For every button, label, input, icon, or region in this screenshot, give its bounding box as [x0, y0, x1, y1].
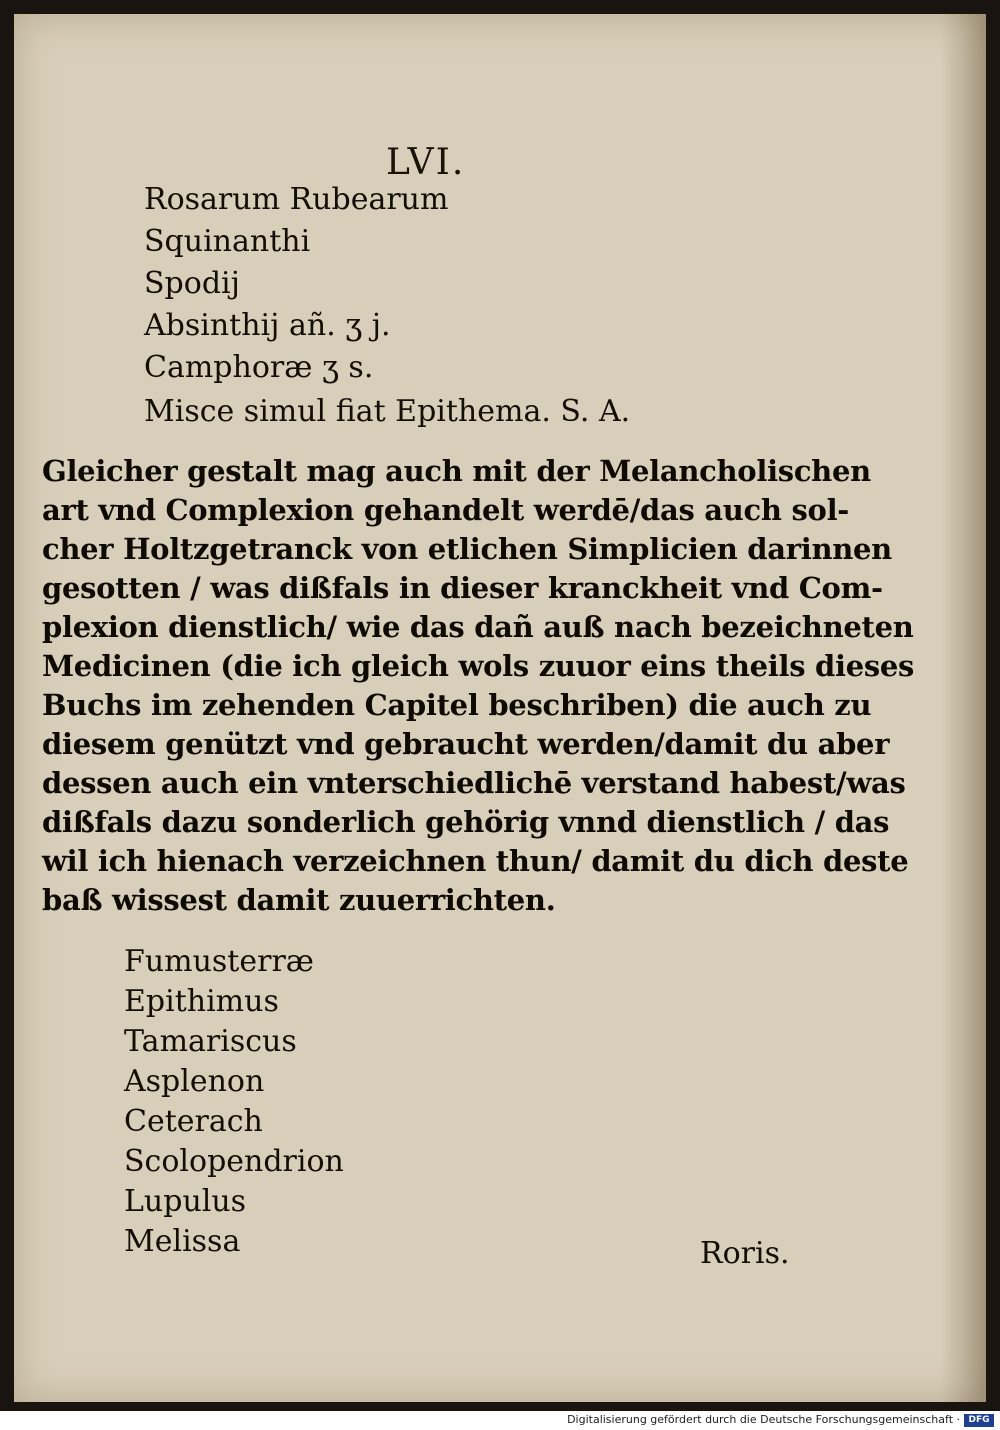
recipe-line: Absinthij añ. ʒ j.: [144, 308, 391, 343]
herb-item: Ceterach: [124, 1104, 263, 1139]
recipe-line: Squinanthi: [144, 224, 311, 259]
body-line: Gleicher gestalt mag auch mit der Melancholischen: [42, 454, 871, 488]
recipe-line: Rosarum Rubearum: [144, 182, 449, 217]
herb-item: Asplenon: [124, 1064, 265, 1099]
herb-item: Fumusterræ: [124, 944, 314, 979]
footer-bar: [0, 1411, 1000, 1430]
herb-item: Tamariscus: [124, 1024, 297, 1059]
recipe-line: Spodij: [144, 266, 240, 301]
catchword: Roris.: [700, 1236, 790, 1271]
body-line: cher Holtzgetranck von etlichen Simplicien darinnen: [42, 532, 892, 566]
body-line: diesem genützt vnd gebraucht werden/damit du aber: [42, 727, 890, 761]
body-line: dißfals dazu sonderlich gehörig vnnd dienstlich / das: [42, 805, 890, 839]
recipe-line: Misce simul fiat Epithema. S. A.: [144, 394, 631, 429]
funding-credit: Digitalisierung gefördert durch die Deutsche Forschungsgemeinschaft ·: [567, 1413, 960, 1426]
body-line: baß wissest damit zuuerrichten.: [42, 883, 556, 917]
body-line: Buchs im zehenden Capitel beschriben) die auch zu: [42, 688, 872, 722]
recipe-line: Camphoræ ʒ s.: [144, 350, 374, 385]
herb-item: Lupulus: [124, 1184, 247, 1219]
body-line: gesotten / was dißfals in dieser kranckheit vnd Com‐: [42, 571, 883, 605]
book-page: [14, 14, 986, 1402]
body-line: plexion dienstlich/ wie das dañ auß nach bezeichneten: [42, 610, 914, 644]
page-edge-shadow: [940, 14, 986, 1402]
herb-item: Scolopendrion: [124, 1144, 344, 1179]
body-line: dessen auch ein vnterschiedlichē verstand habest/was: [42, 766, 906, 800]
body-line: art vnd Complexion gehandelt werdē/das auch sol‐: [42, 493, 850, 527]
herb-item: Melissa: [124, 1224, 241, 1259]
page-number: LVI.: [386, 142, 466, 183]
herb-item: Epithimus: [124, 984, 279, 1019]
body-line: wil ich hienach verzeichnen thun/ damit du dich deste: [42, 844, 909, 878]
body-line: Medicinen (die ich gleich wols zuuor eins theils dieses: [42, 649, 915, 683]
dfg-logo-icon: DFG: [964, 1414, 994, 1427]
